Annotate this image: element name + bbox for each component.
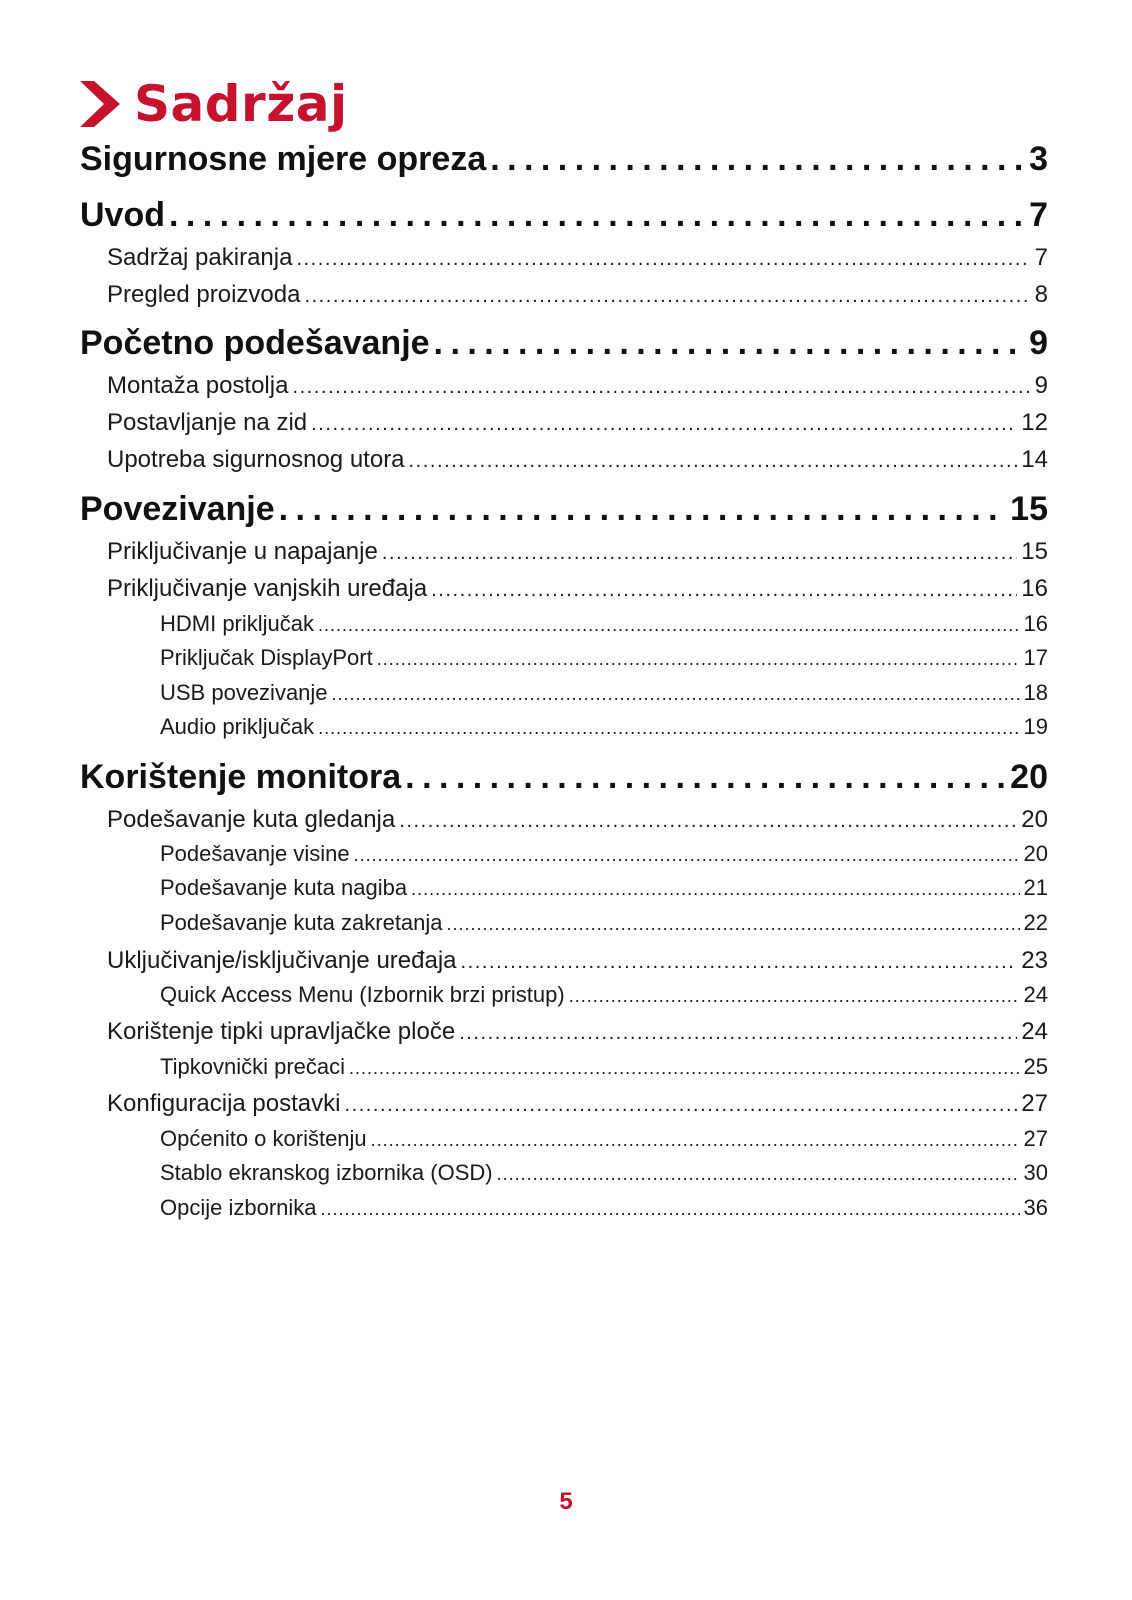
dot-leader xyxy=(318,718,1019,739)
toc-entry-page: 7 xyxy=(1034,244,1048,271)
toc-entry-page: 22 xyxy=(1023,910,1048,935)
toc-entry-page: 24 xyxy=(1023,982,1048,1007)
toc-entry-label: Montaža postolja xyxy=(107,372,289,399)
toc-entry-level-2[interactable] xyxy=(107,1018,1048,1050)
toc-entry-label: Podešavanje visine xyxy=(160,841,350,866)
dot-leader xyxy=(409,450,1018,473)
toc-entry-label: Korištenje tipki upravljačke ploče xyxy=(107,1018,456,1045)
toc-entry-label: Pregled proizvoda xyxy=(107,281,301,308)
title-text: Sadržaj xyxy=(134,75,348,133)
toc-entry-level-2[interactable] xyxy=(107,244,1048,276)
toc-entry-page: 7 xyxy=(1029,196,1048,234)
dot-leader xyxy=(344,1094,1017,1117)
toc-entry-page: 30 xyxy=(1023,1160,1048,1185)
dot-leader xyxy=(169,196,1025,235)
dot-leader xyxy=(292,376,1030,399)
toc-entry-label: Opcije izbornika xyxy=(160,1195,317,1220)
toc-entry-level-1[interactable] xyxy=(80,490,1048,534)
toc-entry-label: Općenito o korištenju xyxy=(160,1126,367,1151)
toc-entry-level-1[interactable] xyxy=(80,758,1048,802)
toc-entry-level-3[interactable] xyxy=(160,1195,1048,1225)
toc-entry-level-3[interactable] xyxy=(160,645,1048,675)
toc-entry-page: 18 xyxy=(1023,680,1048,705)
toc-entry-label: Uvod xyxy=(80,196,165,234)
toc-entry-level-3[interactable] xyxy=(160,1126,1048,1156)
toc-entry-page: 17 xyxy=(1023,645,1048,670)
dot-leader xyxy=(447,914,1020,935)
toc-entry-page: 23 xyxy=(1021,947,1048,974)
toc-entry-level-3[interactable] xyxy=(160,1160,1048,1190)
toc-entry-label: Sigurnosne mjere opreza xyxy=(80,140,487,178)
toc-entry-label: Podešavanje kuta gledanja xyxy=(107,806,396,833)
page-number: 5 xyxy=(559,1488,573,1515)
toc-entry-level-2[interactable] xyxy=(107,372,1048,404)
dot-leader xyxy=(461,951,1018,974)
toc-entry-level-3[interactable] xyxy=(160,680,1048,710)
toc-entry-level-3[interactable] xyxy=(160,982,1048,1012)
toc-entry-page: 19 xyxy=(1023,714,1048,739)
toc-entry-page: 16 xyxy=(1023,611,1048,636)
toc-entry-level-2[interactable] xyxy=(107,446,1048,478)
toc-entry-level-2[interactable] xyxy=(107,575,1048,607)
toc-entry-level-2[interactable] xyxy=(107,409,1048,441)
dot-leader xyxy=(304,285,1030,308)
dot-leader xyxy=(332,684,1020,705)
toc-entry-page: 9 xyxy=(1034,372,1048,399)
dot-leader xyxy=(399,810,1017,833)
toc-entry-label: Povezivanje xyxy=(80,490,275,528)
toc-entry-label: HDMI priključak xyxy=(160,611,315,636)
dot-leader xyxy=(569,986,1020,1007)
toc-entry-label: Priključivanje u napajanje xyxy=(107,538,378,565)
dot-leader xyxy=(382,542,1017,565)
toc-entry-level-3[interactable] xyxy=(160,910,1048,940)
toc-entry-page: 9 xyxy=(1029,324,1048,362)
toc-entry-label: Korištenje monitora xyxy=(80,758,402,796)
toc-entry-level-2[interactable] xyxy=(107,1090,1048,1122)
dot-leader xyxy=(311,413,1017,436)
toc-entry-page: 3 xyxy=(1029,140,1048,178)
toc-entry-level-1[interactable] xyxy=(80,196,1048,240)
toc-entry-level-3[interactable] xyxy=(160,841,1048,871)
toc-entry-level-2[interactable] xyxy=(107,538,1048,570)
toc-entry-page: 27 xyxy=(1023,1126,1048,1151)
toc-entry-level-3[interactable] xyxy=(160,714,1048,744)
toc-entry-page: 24 xyxy=(1021,1018,1048,1045)
dot-leader xyxy=(349,1058,1019,1079)
dot-leader xyxy=(377,649,1020,670)
toc-entry-page: 25 xyxy=(1023,1054,1048,1079)
toc-entry-level-2[interactable] xyxy=(107,947,1048,979)
toc-entry-label: USB povezivanje xyxy=(160,680,328,705)
dot-leader xyxy=(459,1022,1017,1045)
dot-leader xyxy=(497,1164,1020,1185)
toc-entry-page: 36 xyxy=(1023,1195,1048,1220)
dot-leader xyxy=(411,879,1019,900)
toc-entry-page: 16 xyxy=(1021,575,1048,602)
toc-entry-page: 8 xyxy=(1034,281,1048,308)
toc-entry-label: Upotreba sigurnosnog utora xyxy=(107,446,405,473)
toc-entry-level-2[interactable] xyxy=(107,281,1048,313)
dot-leader xyxy=(371,1130,1020,1151)
toc-entry-label: Tipkovnički prečaci xyxy=(160,1054,346,1079)
dot-leader xyxy=(431,579,1017,602)
toc-entry-label: Konfiguracija postavki xyxy=(107,1090,341,1117)
toc-entry-label: Stablo ekranskog izbornika (OSD) xyxy=(160,1160,493,1185)
toc-entry-label: Početno podešavanje xyxy=(80,324,430,362)
dot-leader xyxy=(318,615,1019,636)
toc-entry-level-3[interactable] xyxy=(160,875,1048,905)
toc-entry-label: Priključak DisplayPort xyxy=(160,645,373,670)
toc-entry-page: 15 xyxy=(1021,538,1048,565)
toc-entry-level-2[interactable] xyxy=(107,806,1048,838)
toc-entry-label: Audio priključak xyxy=(160,714,315,739)
dot-leader xyxy=(490,140,1025,179)
toc-entry-page: 14 xyxy=(1021,446,1048,473)
toc-entry-level-3[interactable] xyxy=(160,611,1048,641)
toc-entry-page: 15 xyxy=(1010,490,1048,528)
toc-entry-label: Priključivanje vanjskih uređaja xyxy=(107,575,428,602)
dot-leader xyxy=(405,758,1006,797)
toc-entry-level-1[interactable] xyxy=(80,324,1048,368)
toc-entry-label: Postavljanje na zid xyxy=(107,409,308,436)
dot-leader xyxy=(434,324,1026,363)
dot-leader xyxy=(296,248,1030,271)
dot-leader xyxy=(354,845,1020,866)
toc-entry-page: 12 xyxy=(1021,409,1048,436)
toc-entry-label: Uključivanje/isključivanje uređaja xyxy=(107,947,457,974)
toc-entry-level-3[interactable] xyxy=(160,1054,1048,1084)
toc-entry-page: 20 xyxy=(1023,841,1048,866)
toc-entry-page: 21 xyxy=(1023,875,1048,900)
toc-entry-label: Podešavanje kuta zakretanja xyxy=(160,910,443,935)
toc-entry-page: 27 xyxy=(1021,1090,1048,1117)
toc-entry-page: 20 xyxy=(1021,806,1048,833)
dot-leader xyxy=(321,1199,1020,1220)
toc-entry-level-1[interactable] xyxy=(80,140,1048,184)
toc-entry-label: Sadržaj pakiranja xyxy=(107,244,293,271)
toc-entry-page: 20 xyxy=(1010,758,1048,796)
toc-entry-label: Podešavanje kuta nagiba xyxy=(160,875,408,900)
toc-entry-label: Quick Access Menu (Izbornik brzi pristup) xyxy=(160,982,565,1007)
dot-leader xyxy=(279,490,1007,529)
